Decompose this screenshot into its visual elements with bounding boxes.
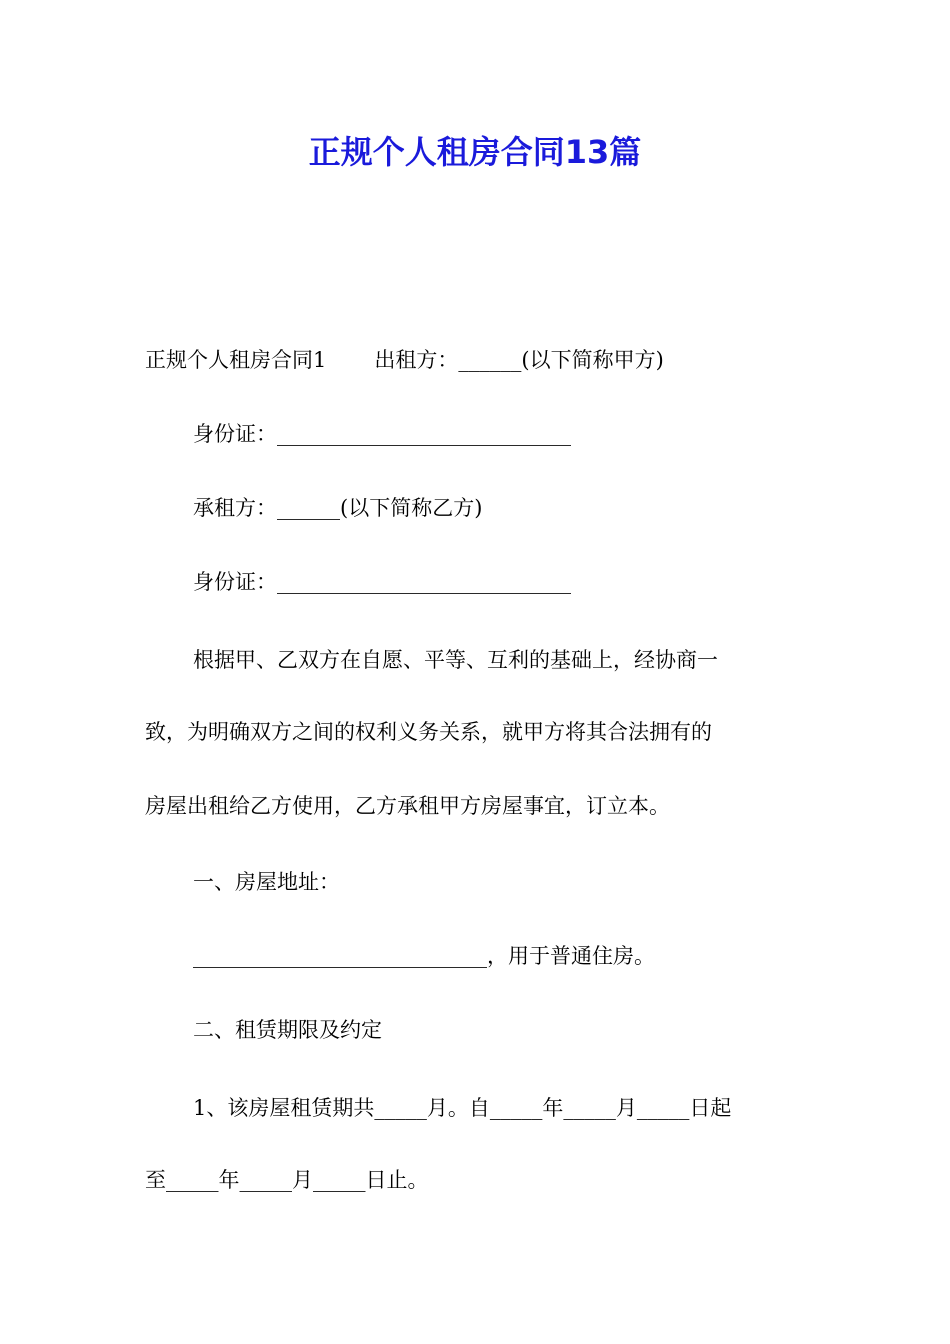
lessee-id-field: 身份证：____________________________ [193,570,571,594]
lessee-field: 承租方：______(以下简称乙方) [193,496,483,520]
lessor-field: 出租方：______(以下简称甲方) [374,348,664,372]
lease-term-line: 至_____年_____月_____日止。 [145,1168,429,1192]
lessor-id-field: 身份证：____________________________ [193,422,571,446]
document-title: 正规个人租房合同13篇 [308,133,642,171]
lease-term-line: 1、该房屋租赁期共_____月。自_____年_____月_____日起 [193,1096,732,1120]
section-heading-term: 二、租赁期限及约定 [193,1018,382,1042]
section-heading-address: 一、房屋地址： [193,870,340,894]
address-field: ____________________________，用于普通住房。 [193,944,655,968]
contract-name: 正规个人租房合同1 [145,348,327,372]
paragraph-line: 根据甲、乙双方在自愿、平等、互利的基础上，经协商一 [193,648,718,672]
paragraph-line: 致，为明确双方之间的权利义务关系，就甲方将其合法拥有的 [145,720,712,744]
paragraph-line: 房屋出租给乙方使用，乙方承租甲方房屋事宜，订立本。 [145,794,670,818]
contract-intro-line [145,344,815,376]
